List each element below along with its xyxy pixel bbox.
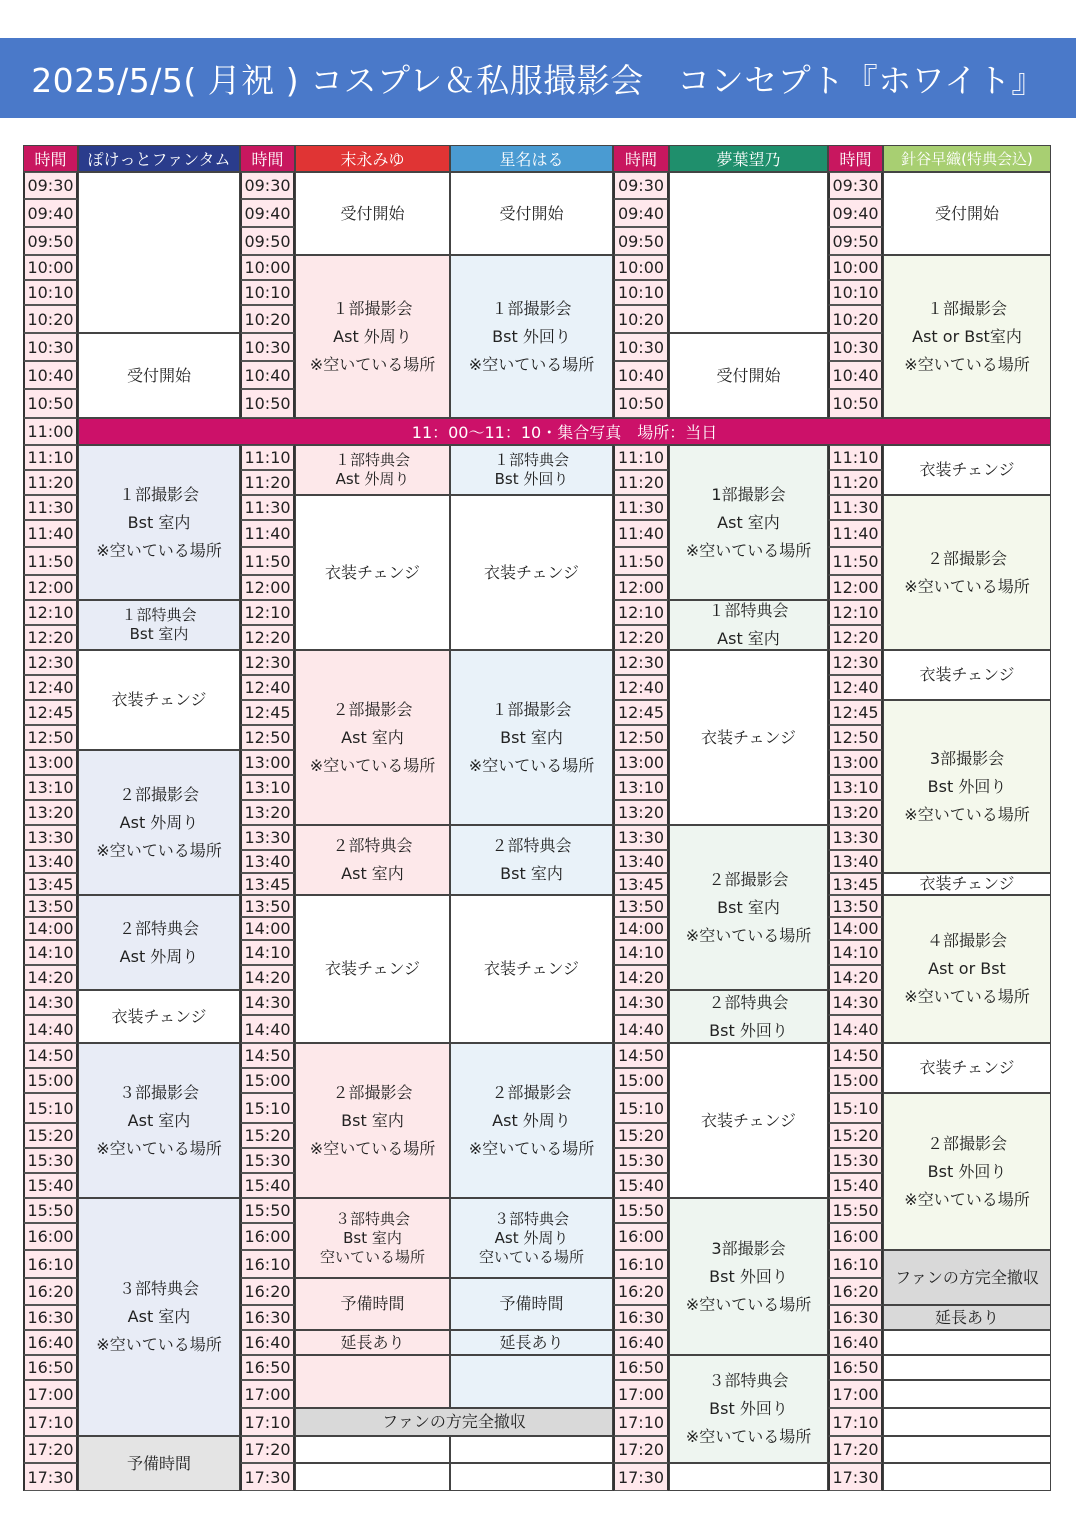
time-header: 時間 <box>828 145 883 172</box>
time-cell: 14:10 <box>828 940 883 965</box>
time-cell: 13:20 <box>828 800 883 825</box>
event-block-yume: ２部撮影会 Bst 室内 ※空いている場所 <box>669 825 828 990</box>
time-cell: 15:30 <box>240 1148 295 1173</box>
event-block-pocket-phantom: 予備時間 <box>78 1436 240 1491</box>
time-cell: 09:40 <box>828 199 883 227</box>
time-cell: 10:50 <box>613 389 669 418</box>
time-cell: 14:30 <box>240 990 295 1015</box>
time-cell: 09:40 <box>240 199 295 227</box>
time-cell: 10:40 <box>828 361 883 389</box>
empty-slot <box>295 1436 450 1463</box>
time-cell: 10:30 <box>828 333 883 361</box>
time-cell: 15:30 <box>613 1148 669 1173</box>
time-cell: 17:00 <box>613 1380 669 1408</box>
time-cell: 12:45 <box>828 700 883 725</box>
time-cell: 17:20 <box>240 1436 295 1463</box>
time-cell: 10:20 <box>240 305 295 333</box>
time-cell: 14:30 <box>613 990 669 1015</box>
time-cell: 14:00 <box>613 917 669 940</box>
time-cell: 13:00 <box>23 750 78 775</box>
time-cell: 16:40 <box>23 1330 78 1355</box>
event-block-hariya: ４部撮影会 Ast or Bst ※空いている場所 <box>883 895 1051 1043</box>
time-cell: 12:50 <box>828 725 883 750</box>
time-cell: 16:50 <box>828 1355 883 1380</box>
event-block-pocket-phantom: 衣装チェンジ <box>78 650 240 750</box>
column-header-pocket-phantom: ぽけっとファンタム <box>78 145 240 172</box>
time-cell: 16:40 <box>240 1330 295 1355</box>
event-block-hoshina: ２部特典会 Bst 室内 <box>450 825 613 895</box>
time-cell: 16:30 <box>828 1305 883 1330</box>
time-cell: 10:30 <box>240 333 295 361</box>
time-cell: 13:40 <box>828 850 883 873</box>
time-cell: 16:00 <box>613 1223 669 1250</box>
time-cell: 11:10 <box>828 445 883 470</box>
time-header: 時間 <box>240 145 295 172</box>
time-cell: 13:30 <box>23 825 78 850</box>
event-block-hariya: １部撮影会 Ast or Bst室内 ※空いている場所 <box>883 255 1051 418</box>
time-cell: 13:10 <box>240 775 295 800</box>
event-block-sue: ２部撮影会 Bst 室内 ※空いている場所 <box>295 1043 450 1198</box>
event-block-pocket-phantom: １部撮影会 Bst 室内 ※空いている場所 <box>78 445 240 600</box>
event-block-hariya: 延長あり <box>883 1305 1051 1330</box>
event-block-hoshina: １部撮影会 Bst 外回り ※空いている場所 <box>450 255 613 418</box>
time-cell: 15:30 <box>828 1148 883 1173</box>
event-block-hariya: ２部撮影会 ※空いている場所 <box>883 495 1051 650</box>
time-cell: 12:00 <box>828 575 883 600</box>
time-cell: 13:20 <box>240 800 295 825</box>
time-cell: 11:20 <box>240 470 295 495</box>
time-cell: 15:50 <box>828 1198 883 1223</box>
time-cell: 17:20 <box>23 1436 78 1463</box>
event-block-pocket-phantom: 衣装チェンジ <box>78 990 240 1043</box>
time-cell: 09:30 <box>23 172 78 199</box>
time-cell: 15:40 <box>23 1173 78 1198</box>
time-cell: 11:10 <box>23 445 78 470</box>
time-cell: 15:40 <box>240 1173 295 1198</box>
time-cell: 15:10 <box>240 1093 295 1123</box>
time-cell: 12:50 <box>23 725 78 750</box>
time-cell: 14:10 <box>23 940 78 965</box>
time-cell: 16:10 <box>828 1250 883 1278</box>
time-cell: 14:40 <box>240 1015 295 1043</box>
time-cell: 13:00 <box>828 750 883 775</box>
time-header: 時間 <box>613 145 669 172</box>
event-block-pocket-phantom: １部特典会 Bst 室内 <box>78 600 240 650</box>
time-cell: 12:50 <box>613 725 669 750</box>
time-cell: 16:00 <box>23 1223 78 1250</box>
time-cell: 11:50 <box>613 547 669 575</box>
time-cell: 15:00 <box>240 1068 295 1093</box>
event-block-yume: 受付開始 <box>669 333 828 418</box>
time-cell: 15:50 <box>240 1198 295 1223</box>
time-cell: 12:20 <box>240 625 295 650</box>
empty-slot <box>883 1355 1051 1380</box>
time-cell: 09:30 <box>828 172 883 199</box>
time-cell: 10:20 <box>828 305 883 333</box>
time-cell: 11:50 <box>23 547 78 575</box>
time-cell: 09:50 <box>240 227 295 255</box>
time-cell: 14:20 <box>240 965 295 990</box>
event-block-pocket-phantom: ２部撮影会 Ast 外周り ※空いている場所 <box>78 750 240 895</box>
time-cell: 11:30 <box>240 495 295 520</box>
event-block-sue: １部撮影会 Ast 外周り ※空いている場所 <box>295 255 450 418</box>
time-cell: 10:30 <box>23 333 78 361</box>
time-cell: 13:40 <box>240 850 295 873</box>
time-cell: 10:00 <box>828 255 883 280</box>
time-cell: 11:40 <box>828 520 883 547</box>
event-block-hariya: 衣装チェンジ <box>883 1043 1051 1093</box>
time-cell: 12:40 <box>828 675 883 700</box>
time-cell: 12:45 <box>613 700 669 725</box>
time-cell: 09:50 <box>23 227 78 255</box>
time-cell: 15:50 <box>23 1198 78 1223</box>
time-cell: 11:20 <box>23 470 78 495</box>
time-cell: 13:30 <box>828 825 883 850</box>
time-cell: 17:30 <box>23 1463 78 1491</box>
event-block-sue: １部特典会 Ast 外周り <box>295 445 450 495</box>
event-block-hariya: 受付開始 <box>883 172 1051 255</box>
time-cell: 13:20 <box>23 800 78 825</box>
event-block-hariya: 衣装チェンジ <box>883 650 1051 700</box>
time-cell: 10:40 <box>23 361 78 389</box>
time-cell: 17:00 <box>240 1380 295 1408</box>
event-block-hoshina: 予備時間 <box>450 1278 613 1330</box>
time-cell: 12:10 <box>613 600 669 625</box>
time-cell: 17:20 <box>828 1436 883 1463</box>
event-block-hoshina: １部特典会 Bst 外回り <box>450 445 613 495</box>
time-cell: 17:30 <box>613 1463 669 1491</box>
time-cell: 16:40 <box>613 1330 669 1355</box>
time-cell: 11:20 <box>613 470 669 495</box>
time-cell: 10:20 <box>613 305 669 333</box>
event-block-hariya: 3部撮影会 Bst 外回り ※空いている場所 <box>883 700 1051 873</box>
event-block-hoshina: ３部特典会 Ast 外周り 空いている場所 <box>450 1198 613 1278</box>
time-cell: 10:40 <box>613 361 669 389</box>
time-cell: 10:30 <box>613 333 669 361</box>
time-cell: 14:40 <box>613 1015 669 1043</box>
time-cell: 12:20 <box>23 625 78 650</box>
time-cell: 12:30 <box>240 650 295 675</box>
time-cell: 17:30 <box>828 1463 883 1491</box>
event-block-pocket-phantom: ３部特典会 Ast 室内 ※空いている場所 <box>78 1198 240 1436</box>
time-cell: 17:10 <box>240 1408 295 1436</box>
column-header-hariya: 針谷早織(特典会込) <box>883 145 1051 172</box>
time-cell: 15:50 <box>613 1198 669 1223</box>
time-cell: 13:40 <box>613 850 669 873</box>
time-cell: 13:30 <box>240 825 295 850</box>
time-cell: 14:50 <box>613 1043 669 1068</box>
time-cell: 14:10 <box>240 940 295 965</box>
time-cell: 13:00 <box>240 750 295 775</box>
time-cell: 13:40 <box>23 850 78 873</box>
time-cell: 16:20 <box>23 1278 78 1305</box>
time-cell: 16:30 <box>240 1305 295 1330</box>
time-cell: 09:30 <box>613 172 669 199</box>
time-cell: 11:20 <box>828 470 883 495</box>
time-cell: 10:10 <box>240 280 295 305</box>
event-block-sue: 予備時間 <box>295 1278 450 1330</box>
time-cell: 14:00 <box>23 917 78 940</box>
event-block-yume <box>669 172 828 333</box>
event-block-yume: 1部撮影会 Ast 室内 ※空いている場所 <box>669 445 828 600</box>
time-cell: 13:45 <box>613 873 669 895</box>
time-cell: 15:00 <box>828 1068 883 1093</box>
time-cell: 13:20 <box>613 800 669 825</box>
time-cell: 14:30 <box>828 990 883 1015</box>
time-cell: 13:50 <box>23 895 78 917</box>
time-cell: 12:40 <box>613 675 669 700</box>
event-block-pocket-phantom: ３部撮影会 Ast 室内 ※空いている場所 <box>78 1043 240 1198</box>
time-cell: 11:40 <box>613 520 669 547</box>
time-cell: 11:00 <box>23 418 78 445</box>
time-cell: 14:50 <box>240 1043 295 1068</box>
event-block-pocket-phantom: ２部特典会 Ast 外周り <box>78 895 240 990</box>
fan-exit-block: ファンの方完全撤収 <box>295 1408 613 1436</box>
time-cell: 10:50 <box>23 389 78 418</box>
time-cell: 16:50 <box>23 1355 78 1380</box>
time-header: 時間 <box>23 145 78 172</box>
time-cell: 15:20 <box>240 1123 295 1148</box>
event-block-yume: １部特典会 Ast 室内 <box>669 600 828 650</box>
empty-slot <box>295 1463 450 1491</box>
time-cell: 11:40 <box>23 520 78 547</box>
time-cell: 15:10 <box>23 1093 78 1123</box>
empty-slot <box>450 1436 613 1463</box>
time-cell: 17:00 <box>23 1380 78 1408</box>
time-cell: 11:30 <box>23 495 78 520</box>
time-cell: 14:50 <box>828 1043 883 1068</box>
column-header-sue: 末永みゆ <box>295 145 450 172</box>
time-cell: 13:10 <box>613 775 669 800</box>
time-cell: 13:50 <box>240 895 295 917</box>
time-cell: 11:10 <box>240 445 295 470</box>
time-cell: 16:40 <box>828 1330 883 1355</box>
time-cell: 10:00 <box>23 255 78 280</box>
time-cell: 14:40 <box>23 1015 78 1043</box>
time-cell: 12:00 <box>613 575 669 600</box>
event-block-yume: ２部特典会 Bst 外回り <box>669 990 828 1043</box>
column-header-yume: 夢葉望乃 <box>669 145 828 172</box>
event-block-yume: ３部特典会 Bst 外回り ※空いている場所 <box>669 1355 828 1463</box>
time-cell: 09:50 <box>613 227 669 255</box>
time-cell: 14:00 <box>828 917 883 940</box>
time-cell: 15:30 <box>23 1148 78 1173</box>
time-cell: 14:50 <box>23 1043 78 1068</box>
event-block-sue <box>295 1355 450 1408</box>
empty-slot <box>883 1380 1051 1408</box>
time-cell: 12:10 <box>240 600 295 625</box>
time-cell: 14:00 <box>240 917 295 940</box>
time-cell: 13:50 <box>828 895 883 917</box>
event-block-hariya: ファンの方完全撤収 <box>883 1250 1051 1305</box>
empty-slot <box>669 1463 828 1491</box>
time-cell: 13:10 <box>23 775 78 800</box>
time-cell: 13:45 <box>828 873 883 895</box>
empty-slot <box>450 1463 613 1491</box>
time-cell: 14:20 <box>828 965 883 990</box>
time-cell: 12:20 <box>613 625 669 650</box>
time-cell: 12:30 <box>23 650 78 675</box>
time-cell: 16:00 <box>240 1223 295 1250</box>
time-cell: 11:50 <box>240 547 295 575</box>
event-block-hariya: ２部撮影会 Bst 外回り ※空いている場所 <box>883 1093 1051 1250</box>
event-block-sue: 衣装チェンジ <box>295 495 450 650</box>
empty-slot <box>883 1436 1051 1463</box>
time-cell: 10:10 <box>613 280 669 305</box>
time-cell: 15:40 <box>828 1173 883 1198</box>
time-cell: 16:20 <box>240 1278 295 1305</box>
time-cell: 15:00 <box>613 1068 669 1093</box>
time-cell: 15:20 <box>613 1123 669 1148</box>
event-block-sue: ２部撮影会 Ast 室内 ※空いている場所 <box>295 650 450 825</box>
time-cell: 12:45 <box>23 700 78 725</box>
time-cell: 16:20 <box>828 1278 883 1305</box>
time-cell: 13:00 <box>613 750 669 775</box>
time-cell: 16:10 <box>613 1250 669 1278</box>
time-cell: 16:20 <box>613 1278 669 1305</box>
time-cell: 16:10 <box>23 1250 78 1278</box>
time-cell: 12:10 <box>828 600 883 625</box>
time-cell: 10:40 <box>240 361 295 389</box>
time-cell: 17:10 <box>828 1408 883 1436</box>
event-block-sue: ３部特典会 Bst 室内 空いている場所 <box>295 1198 450 1278</box>
time-cell: 12:50 <box>240 725 295 750</box>
event-block-pocket-phantom: 受付開始 <box>78 333 240 418</box>
time-cell: 12:20 <box>828 625 883 650</box>
time-cell: 12:45 <box>240 700 295 725</box>
time-cell: 13:10 <box>828 775 883 800</box>
empty-slot <box>883 1463 1051 1491</box>
time-cell: 15:20 <box>828 1123 883 1148</box>
event-block-hoshina: 受付開始 <box>450 172 613 255</box>
event-block-sue: ２部特典会 Ast 室内 <box>295 825 450 895</box>
time-cell: 10:50 <box>240 389 295 418</box>
time-cell: 12:10 <box>23 600 78 625</box>
event-block-sue: 延長あり <box>295 1330 450 1355</box>
time-cell: 10:20 <box>23 305 78 333</box>
time-cell: 11:10 <box>613 445 669 470</box>
group-photo-band: 11：00～11：10・集合写真 場所：当日 <box>78 418 1051 445</box>
page-title: 2025/5/5( 月祝 ) コスプレ＆私服撮影会 コンセプト『ホワイト』 <box>31 60 1045 100</box>
time-cell: 14:20 <box>613 965 669 990</box>
time-cell: 12:40 <box>23 675 78 700</box>
event-block-hoshina: １部撮影会 Bst 室内 ※空いている場所 <box>450 650 613 825</box>
event-block-yume: 3部撮影会 Bst 外回り ※空いている場所 <box>669 1198 828 1355</box>
time-cell: 14:30 <box>23 990 78 1015</box>
column-header-hoshina: 星名はる <box>450 145 613 172</box>
time-cell: 10:00 <box>613 255 669 280</box>
time-cell: 16:50 <box>240 1355 295 1380</box>
event-block-hariya: 衣装チェンジ <box>883 873 1051 895</box>
event-block-hoshina: 衣装チェンジ <box>450 495 613 650</box>
event-block-hoshina: 衣装チェンジ <box>450 895 613 1043</box>
time-cell: 15:00 <box>23 1068 78 1093</box>
event-block-hoshina: 延長あり <box>450 1330 613 1355</box>
time-cell: 17:30 <box>240 1463 295 1491</box>
time-cell: 10:10 <box>828 280 883 305</box>
event-block-hoshina <box>450 1355 613 1408</box>
time-cell: 15:20 <box>23 1123 78 1148</box>
event-block-sue: 衣装チェンジ <box>295 895 450 1043</box>
time-cell: 16:30 <box>23 1305 78 1330</box>
event-block-sue: 受付開始 <box>295 172 450 255</box>
time-cell: 09:30 <box>240 172 295 199</box>
time-cell: 12:40 <box>240 675 295 700</box>
time-cell: 17:20 <box>613 1436 669 1463</box>
time-cell: 11:30 <box>828 495 883 520</box>
event-block-yume: 衣装チェンジ <box>669 650 828 825</box>
time-cell: 13:50 <box>613 895 669 917</box>
empty-slot <box>883 1408 1051 1436</box>
time-cell: 10:10 <box>23 280 78 305</box>
event-block-hoshina: ２部撮影会 Ast 外周り ※空いている場所 <box>450 1043 613 1198</box>
time-cell: 16:10 <box>240 1250 295 1278</box>
event-block-yume: 衣装チェンジ <box>669 1043 828 1198</box>
time-cell: 16:50 <box>613 1355 669 1380</box>
time-cell: 10:00 <box>240 255 295 280</box>
time-cell: 13:45 <box>23 873 78 895</box>
time-cell: 15:10 <box>828 1093 883 1123</box>
time-cell: 12:00 <box>23 575 78 600</box>
empty-slot <box>883 1330 1051 1355</box>
time-cell: 17:00 <box>828 1380 883 1408</box>
time-cell: 16:00 <box>828 1223 883 1250</box>
time-cell: 15:40 <box>613 1173 669 1198</box>
time-cell: 11:50 <box>828 547 883 575</box>
time-cell: 11:40 <box>240 520 295 547</box>
time-cell: 11:30 <box>613 495 669 520</box>
event-block-hariya: 衣装チェンジ <box>883 445 1051 495</box>
time-cell: 15:10 <box>613 1093 669 1123</box>
time-cell: 12:00 <box>240 575 295 600</box>
time-cell: 17:10 <box>23 1408 78 1436</box>
time-cell: 13:30 <box>613 825 669 850</box>
time-cell: 17:10 <box>613 1408 669 1436</box>
time-cell: 09:40 <box>613 199 669 227</box>
time-cell: 10:50 <box>828 389 883 418</box>
time-cell: 09:50 <box>828 227 883 255</box>
time-cell: 14:20 <box>23 965 78 990</box>
time-cell: 12:30 <box>613 650 669 675</box>
time-cell: 16:30 <box>613 1305 669 1330</box>
time-cell: 14:40 <box>828 1015 883 1043</box>
time-cell: 14:10 <box>613 940 669 965</box>
time-cell: 09:40 <box>23 199 78 227</box>
event-block-pocket-phantom <box>78 172 240 333</box>
time-cell: 13:45 <box>240 873 295 895</box>
time-cell: 12:30 <box>828 650 883 675</box>
